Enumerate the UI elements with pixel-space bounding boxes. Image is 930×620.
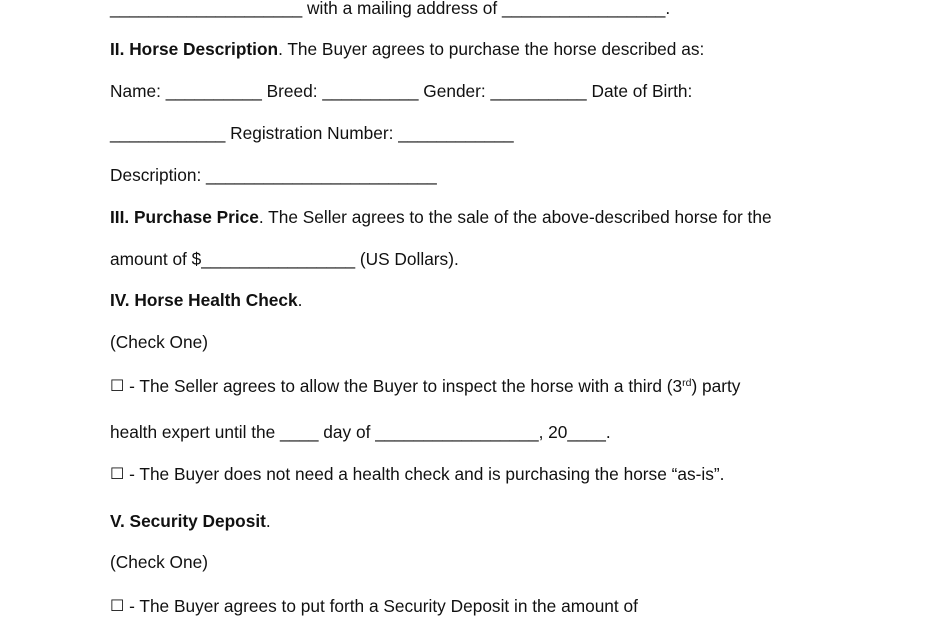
amount-blank[interactable]: ________________ bbox=[201, 249, 356, 269]
buyer-name-blank[interactable]: ____________________ bbox=[110, 0, 303, 18]
section-3-heading: III. Purchase Price bbox=[110, 207, 259, 227]
section-4-heading: IV. Horse Health Check bbox=[110, 290, 298, 310]
deadline-text-a: health expert until the bbox=[110, 422, 281, 442]
health-check-option-1-checkbox[interactable]: ☐ bbox=[110, 376, 125, 395]
description-label: Description: bbox=[110, 165, 207, 185]
health-check-option-1-text: - The Seller agrees to allow the Buyer to inspect the horse with a third (3 bbox=[124, 376, 683, 396]
registration-label: Registration Number: bbox=[225, 123, 399, 143]
section-2-heading-line bbox=[110, 39, 704, 59]
section-5-check-one: (Check One) bbox=[110, 552, 208, 572]
name-label: Name: bbox=[110, 81, 166, 101]
ordinal-suffix: rd bbox=[682, 377, 692, 389]
section-2-heading: II. Horse Description bbox=[110, 39, 279, 59]
line-period: . bbox=[665, 0, 671, 18]
description-line bbox=[110, 165, 437, 185]
mailing-address-line bbox=[110, 0, 670, 18]
section-3-heading-line bbox=[110, 207, 772, 227]
health-check-option-2-line bbox=[110, 464, 724, 485]
mailing-address-text: with a mailing address of bbox=[302, 0, 503, 18]
security-deposit-option-1-line bbox=[110, 596, 638, 617]
dob-blank[interactable]: ____________ bbox=[110, 123, 226, 143]
deadline-year-blank[interactable]: ____ bbox=[567, 422, 606, 442]
purchase-amount-line bbox=[110, 249, 459, 269]
section-3-text: . The Seller agrees to the sale of the above-described horse for the bbox=[258, 207, 772, 227]
deadline-text-c: , 20 bbox=[538, 422, 568, 442]
section-5-heading: V. Security Deposit bbox=[110, 511, 266, 531]
section-4-heading-line bbox=[110, 290, 302, 310]
deadline-month-blank[interactable]: _________________ bbox=[375, 422, 539, 442]
name-blank[interactable]: __________ bbox=[165, 81, 262, 101]
amount-suffix: (US Dollars). bbox=[355, 249, 459, 269]
deadline-period: . bbox=[605, 422, 611, 442]
health-check-deadline-line bbox=[110, 422, 611, 442]
section-4-period: . bbox=[297, 290, 303, 310]
registration-line bbox=[110, 123, 514, 143]
security-deposit-option-1-checkbox[interactable]: ☐ bbox=[110, 596, 125, 615]
section-2-text: . The Buyer agrees to purchase the horse described as: bbox=[278, 39, 705, 59]
section-5-heading-line bbox=[110, 511, 271, 531]
section-5-period: . bbox=[265, 511, 271, 531]
health-check-option-2-checkbox[interactable]: ☐ bbox=[110, 464, 125, 483]
mailing-address-blank[interactable]: _________________ bbox=[502, 0, 666, 18]
section-4-check-one: (Check One) bbox=[110, 332, 208, 352]
health-check-option-1-line bbox=[110, 376, 740, 397]
deadline-day-blank[interactable]: ____ bbox=[280, 422, 319, 442]
health-check-option-1-tail: ) party bbox=[691, 376, 741, 396]
gender-label: Gender: bbox=[418, 81, 491, 101]
registration-blank[interactable]: ____________ bbox=[398, 123, 514, 143]
breed-label: Breed: bbox=[261, 81, 323, 101]
deadline-text-b: day of bbox=[318, 422, 376, 442]
breed-blank[interactable]: __________ bbox=[322, 81, 419, 101]
health-check-option-2-text: - The Buyer does not need a health check and is purchasing the horse “as-is”. bbox=[124, 464, 725, 484]
horse-details-line bbox=[110, 81, 692, 101]
gender-blank[interactable]: __________ bbox=[490, 81, 587, 101]
amount-prefix: amount of $ bbox=[110, 249, 202, 269]
description-blank[interactable]: ________________________ bbox=[206, 165, 437, 185]
dob-label: Date of Birth: bbox=[586, 81, 693, 101]
security-deposit-option-1-text: - The Buyer agrees to put forth a Security Deposit in the amount of bbox=[124, 596, 638, 616]
